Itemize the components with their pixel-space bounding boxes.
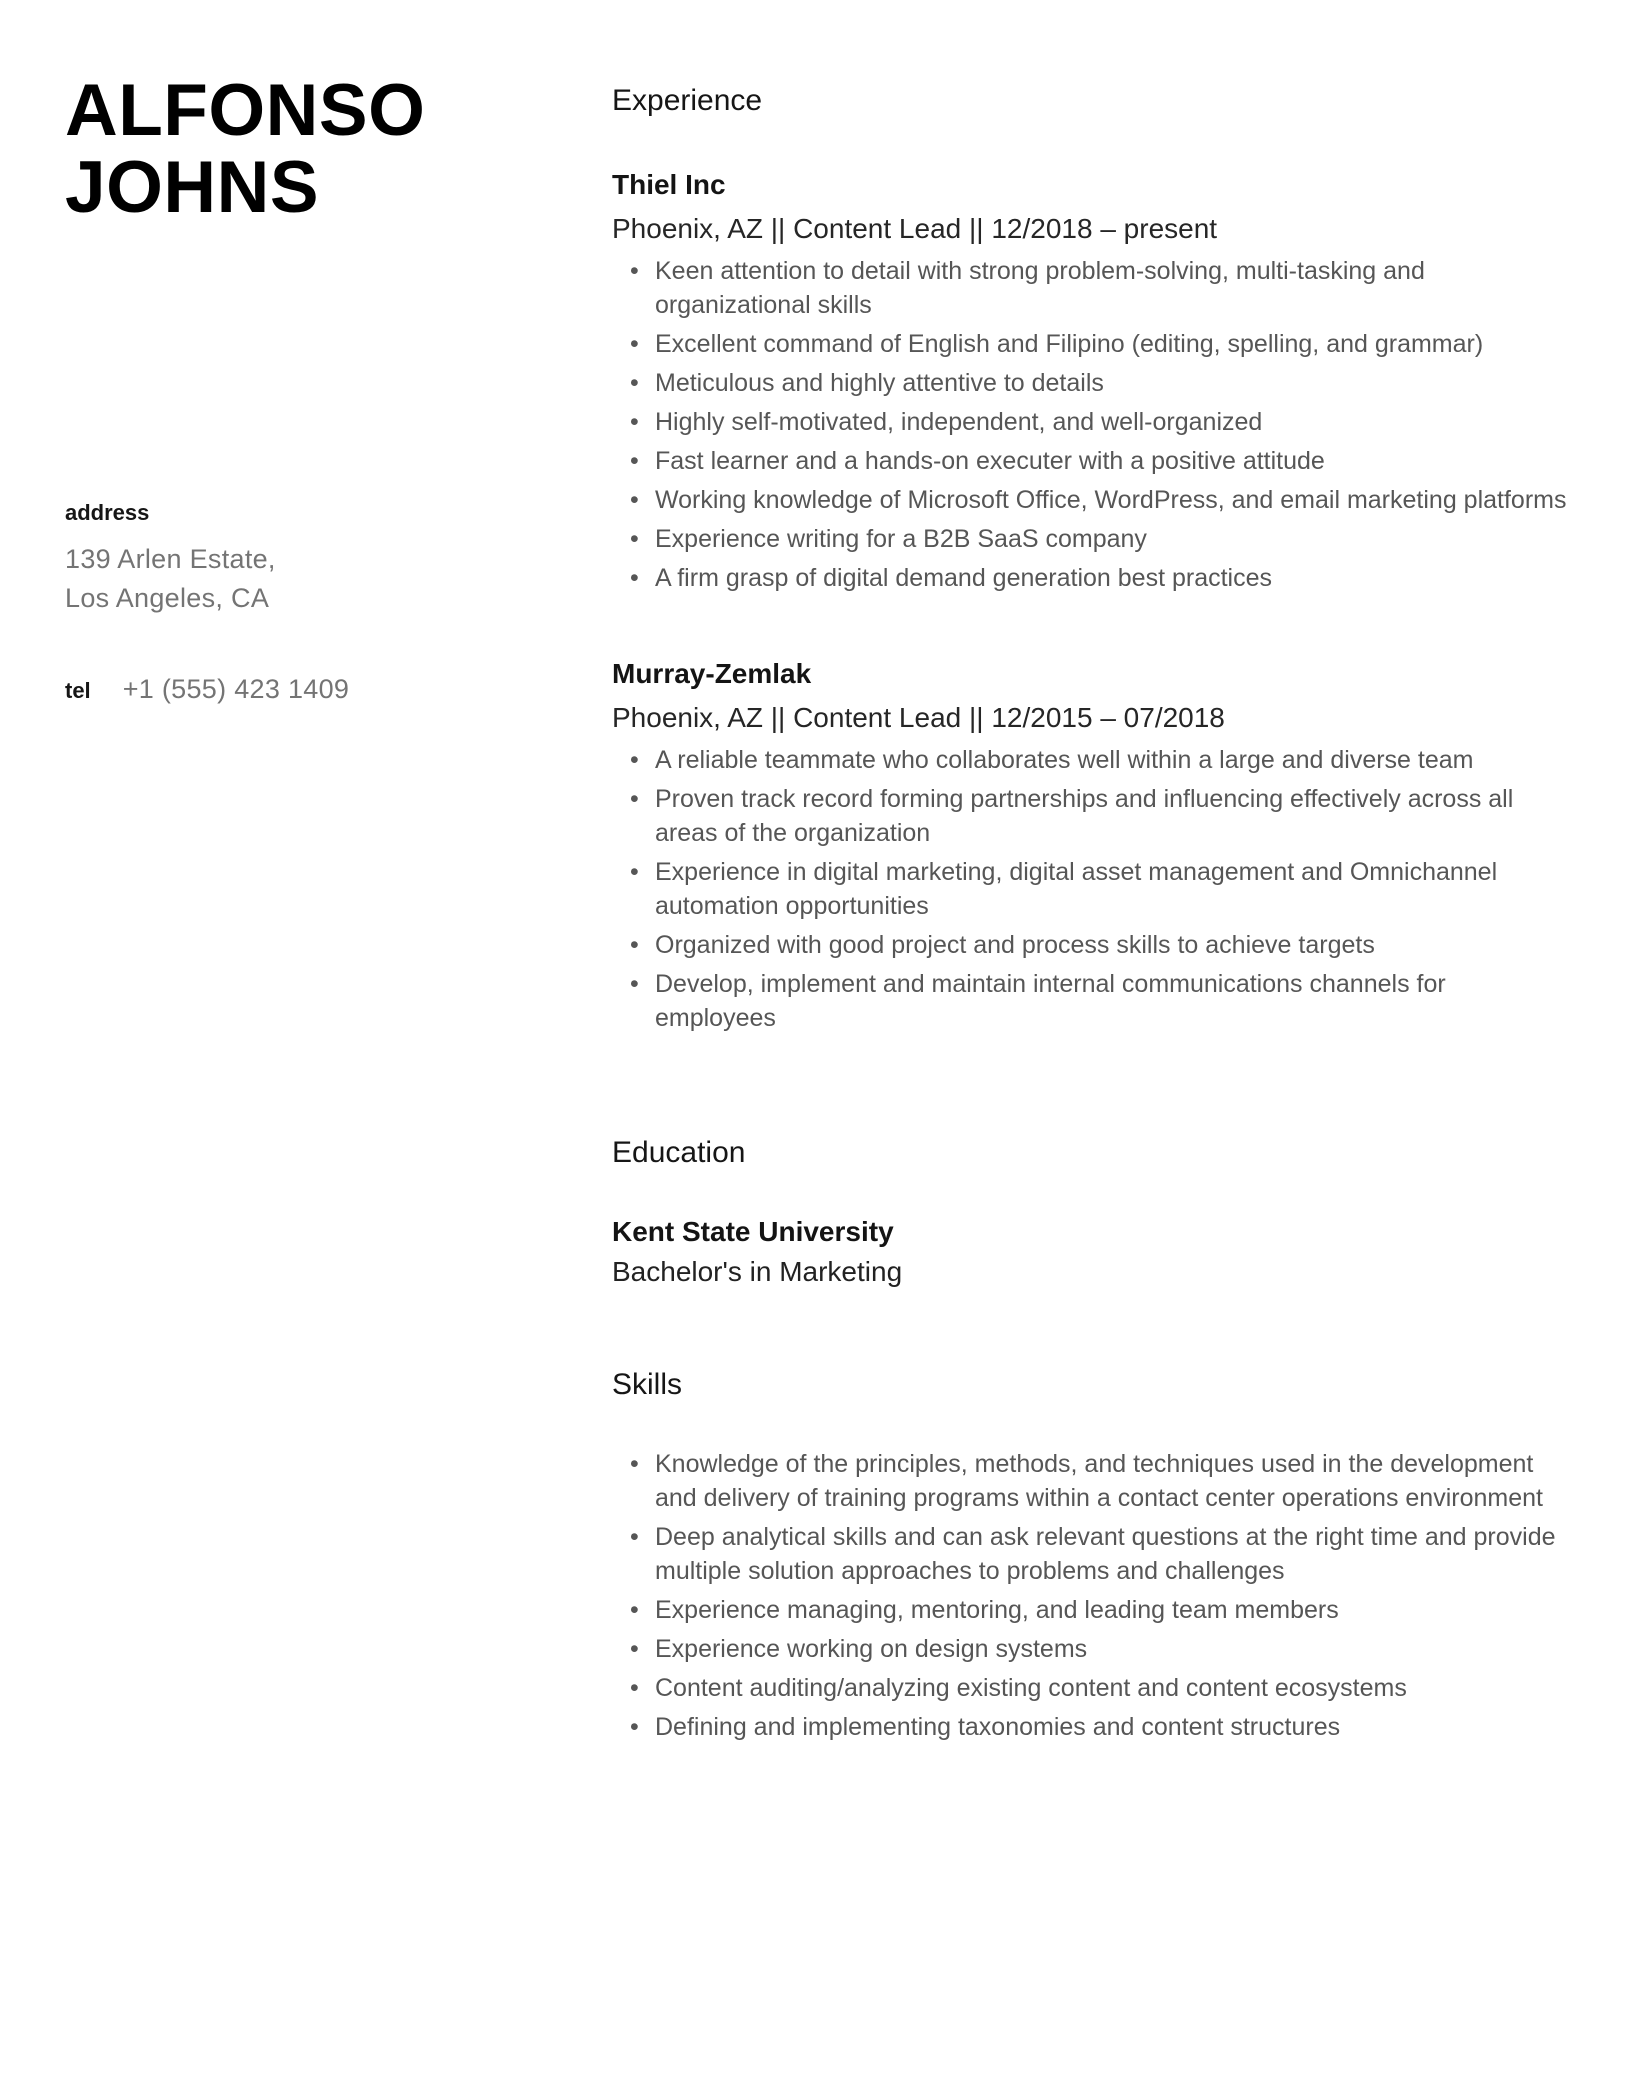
address-block: [65, 500, 535, 618]
address-line-1: 139 Arlen Estate,: [65, 544, 276, 574]
degree-name: Bachelor's in Marketing: [612, 1256, 903, 1287]
job-murray-zemlak: [612, 657, 1570, 1035]
school-name: Kent State University: [612, 1216, 894, 1247]
job-meta: Phoenix, AZ || Content Lead || 12/2015 – 07/2018: [612, 702, 1225, 733]
tel-block: [65, 670, 535, 709]
job-bullet: • Excellent command of English and Filipino (editing, spelling, and grammar): [612, 327, 1570, 361]
person-name: [65, 72, 425, 227]
job-bullet: • A firm grasp of digital demand generation best practices: [612, 561, 1570, 595]
person-last-name: JOHNS: [65, 147, 320, 229]
skill-bullet: • Knowledge of the principles, methods, and techniques used in the development and delivery of training programs within a contact center operations environment: [612, 1447, 1570, 1515]
job-bullet-list: [612, 254, 1570, 595]
experience-heading: Experience: [612, 84, 763, 117]
job-bullet: • Fast learner and a hands-on executer with a positive attitude: [612, 444, 1570, 478]
job-bullet: • Working knowledge of Microsoft Office, WordPress, and email marketing platforms: [612, 483, 1570, 517]
contact-sidebar: [65, 500, 535, 709]
job-bullet: • Meticulous and highly attentive to details: [612, 366, 1570, 400]
job-bullet: • Highly self-motivated, independent, and well-organized: [612, 405, 1570, 439]
job-bullet: • Organized with good project and process skills to achieve targets: [612, 928, 1570, 962]
skill-bullet: • Deep analytical skills and can ask relevant questions at the right time and provide multiple solution approaches to problems and challenges: [612, 1520, 1570, 1588]
job-bullet-list: [612, 743, 1570, 1035]
tel-label: tel: [65, 678, 91, 703]
person-first-name: ALFONSO: [65, 70, 426, 151]
resume-body: [612, 83, 1570, 1749]
job-thiel-inc: [612, 168, 1570, 595]
job-bullet: • Keen attention to detail with strong problem-solving, multi-tasking and organizational skills: [612, 254, 1570, 322]
skill-bullet: • Defining and implementing taxonomies and content structures: [612, 1710, 1570, 1744]
job-bullet: • A reliable teammate who collaborates well within a large and diverse team: [612, 743, 1570, 777]
skill-bullet: • Content auditing/analyzing existing content and content ecosystems: [612, 1671, 1570, 1705]
job-bullet: • Develop, implement and maintain internal communications channels for employees: [612, 967, 1570, 1035]
job-bullet: • Proven track record forming partnerships and influencing effectively across all areas of the organization: [612, 782, 1570, 850]
job-bullet: • Experience writing for a B2B SaaS company: [612, 522, 1570, 556]
company-name: Murray-Zemlak: [612, 658, 812, 689]
company-name: Thiel Inc: [612, 169, 726, 200]
job-bullet: • Experience in digital marketing, digital asset management and Omnichannel automation opportunities: [612, 855, 1570, 923]
skills-heading: Skills: [612, 1368, 683, 1401]
education-heading: Education: [612, 1136, 746, 1169]
job-meta: Phoenix, AZ || Content Lead || 12/2018 – present: [612, 213, 1218, 244]
skills-bullet-list: [612, 1447, 1570, 1744]
skill-bullet: • Experience managing, mentoring, and leading team members: [612, 1593, 1570, 1627]
skill-bullet: • Experience working on design systems: [612, 1632, 1570, 1666]
tel-value: +1 (555) 423 1409: [122, 674, 350, 704]
address-label: address: [65, 500, 150, 525]
address-line-2: Los Angeles, CA: [65, 583, 270, 613]
